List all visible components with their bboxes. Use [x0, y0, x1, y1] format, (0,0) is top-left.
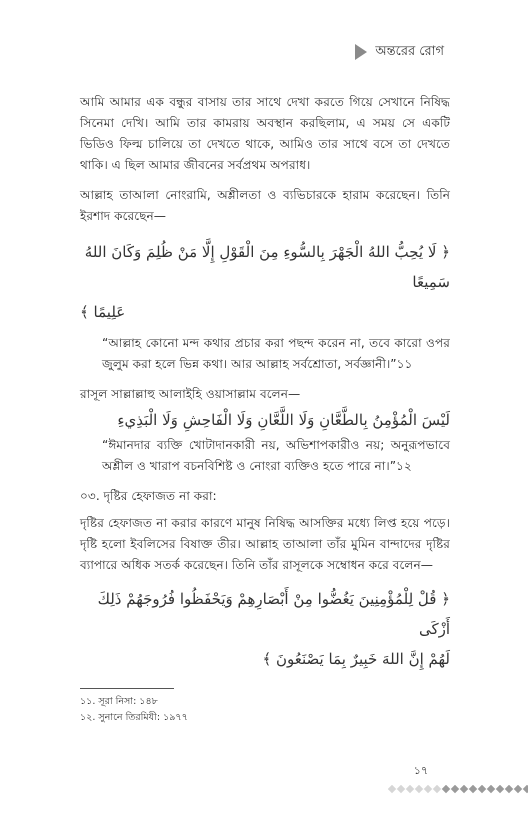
diamond-icon	[415, 785, 423, 793]
decorative-diamond-border	[388, 785, 528, 795]
quran-verse-2-line-1: ﴿ قُلْ لِلْمُؤْمِنِينَ يَغُضُّوا مِنْ أَبْصَارِهِمْ وَيَحْفَظُوا فُرُوجَهُمْ ذَلِكَ أَزْكَى	[97, 590, 450, 638]
diamond-icon	[505, 785, 513, 793]
section-heading-3: ০৩. দৃষ্টির হেফাজত না করা:	[80, 489, 217, 503]
paragraph-3: রাসূল সাল্লাল্লাহু আলাইহি ওয়াসাল্লাম বলেন—	[80, 387, 301, 401]
page-body	[80, 92, 450, 674]
quran-verse-2-line-2: لَهُمْ إِنَّ اللهَ خَبِيرٌ بِمَا يَصْنَعُونَ ﴾	[262, 650, 450, 668]
diamond-icon	[433, 785, 441, 793]
diamond-icon	[460, 785, 468, 793]
diamond-icon	[523, 785, 528, 793]
quran-verse-1-line-2: عَلِيمًا ﴾	[80, 303, 126, 321]
paragraph-2: আল্লাহ তাআলা নোংরামি, অশ্লীলতা ও ব্যভিচারকে হারাম করেছেন। তিনি ইরশাদ করেছেন—	[80, 188, 450, 223]
translation-1: “আল্লাহ কোনো মন্দ কথার প্রচার করা পছন্দ করেন না, তবে কারো ওপর জুলুম করা হলে ভিন্ন কথা। আর আল্লাহ সর্বশ্রোতা, সর্বজ্ঞানী।”১১	[102, 336, 450, 371]
diamond-icon	[487, 785, 495, 793]
diamond-icon	[406, 785, 414, 793]
translation-2: “ঈমানদার ব্যক্তি খোটাদানকারী নয়, অভিশাপকারীও নয়; অনুরূপভাবে অশ্লীল ও খারাপ বচনবিশিষ্ট ও নোংরা ব্যক্তিও হতে পারে না।”১২	[102, 438, 450, 473]
footnotes	[80, 694, 188, 726]
paragraph-1: আমি আমার এক বন্ধুর বাসায় তার সাথে দেখা করতে গিয়ে সেখানে নিষিদ্ধ সিনেমা দেখি। আমি তার কামরায় অবস্থান করছিলাম, এ সময় সে একটি ভিডিও ফিল্ম চালিয়ে তা দেখতে থাকে, আমিও তার সাথে বসে তা দেখতে থাকি। এ ছিল আমার জীবনের সর্বপ্রথম অপরাধ।	[80, 95, 450, 172]
running-header	[355, 42, 444, 62]
diamond-icon	[514, 785, 522, 793]
footnote-12: ১২. সুনানে তিরমিযী: ১৯৭৭	[80, 712, 188, 723]
hadith-arabic: لَيْسَ الْمُؤْمِنُ بِالطَّعَّانِ وَلَا اللَّعَّانِ وَلَا الْفَاحِشِ وَلَا الْبَذِيءِ	[117, 411, 450, 429]
diamond-icon	[388, 785, 396, 793]
diamond-icon	[424, 785, 432, 793]
diamond-icon	[496, 785, 504, 793]
diamond-icon	[442, 785, 450, 793]
play-triangle-icon	[355, 44, 367, 60]
paragraph-4: দৃষ্টির হেফাজত না করার কারণে মানুষ নিষিদ্ধ আসক্তির মধ্যে লিপ্ত হয়ে পড়ে। দৃষ্টি হলো ইবলিসের বিষাক্ত তীর। আল্লাহ তাআলা তাঁর মুমিন বান্দাদের দৃষ্টির ব্যাপারে অধিক সতর্ক করেছেন। তিনি তাঁর রাসূলকে সম্বোধন করে বলেন—	[80, 516, 450, 572]
diamond-icon	[469, 785, 477, 793]
diamond-icon	[397, 785, 405, 793]
chapter-title: অন্তরের রোগ	[375, 43, 444, 59]
quran-verse-1-line-1: ﴿ لَا يُحِبُّ اللهُ الْجَهْرَ بِالسُّوءِ مِنَ الْقَوْلِ إِلَّا مَنْ ظُلِمَ وَكَانَ اللهُ سَمِيعًا	[84, 243, 450, 291]
diamond-icon	[478, 785, 486, 793]
footnote-divider	[80, 688, 174, 689]
diamond-icon	[451, 785, 459, 793]
footnote-11: ১১. সূরা নিসা: ১৪৮	[80, 696, 158, 707]
page-number: ১৭	[413, 764, 428, 777]
